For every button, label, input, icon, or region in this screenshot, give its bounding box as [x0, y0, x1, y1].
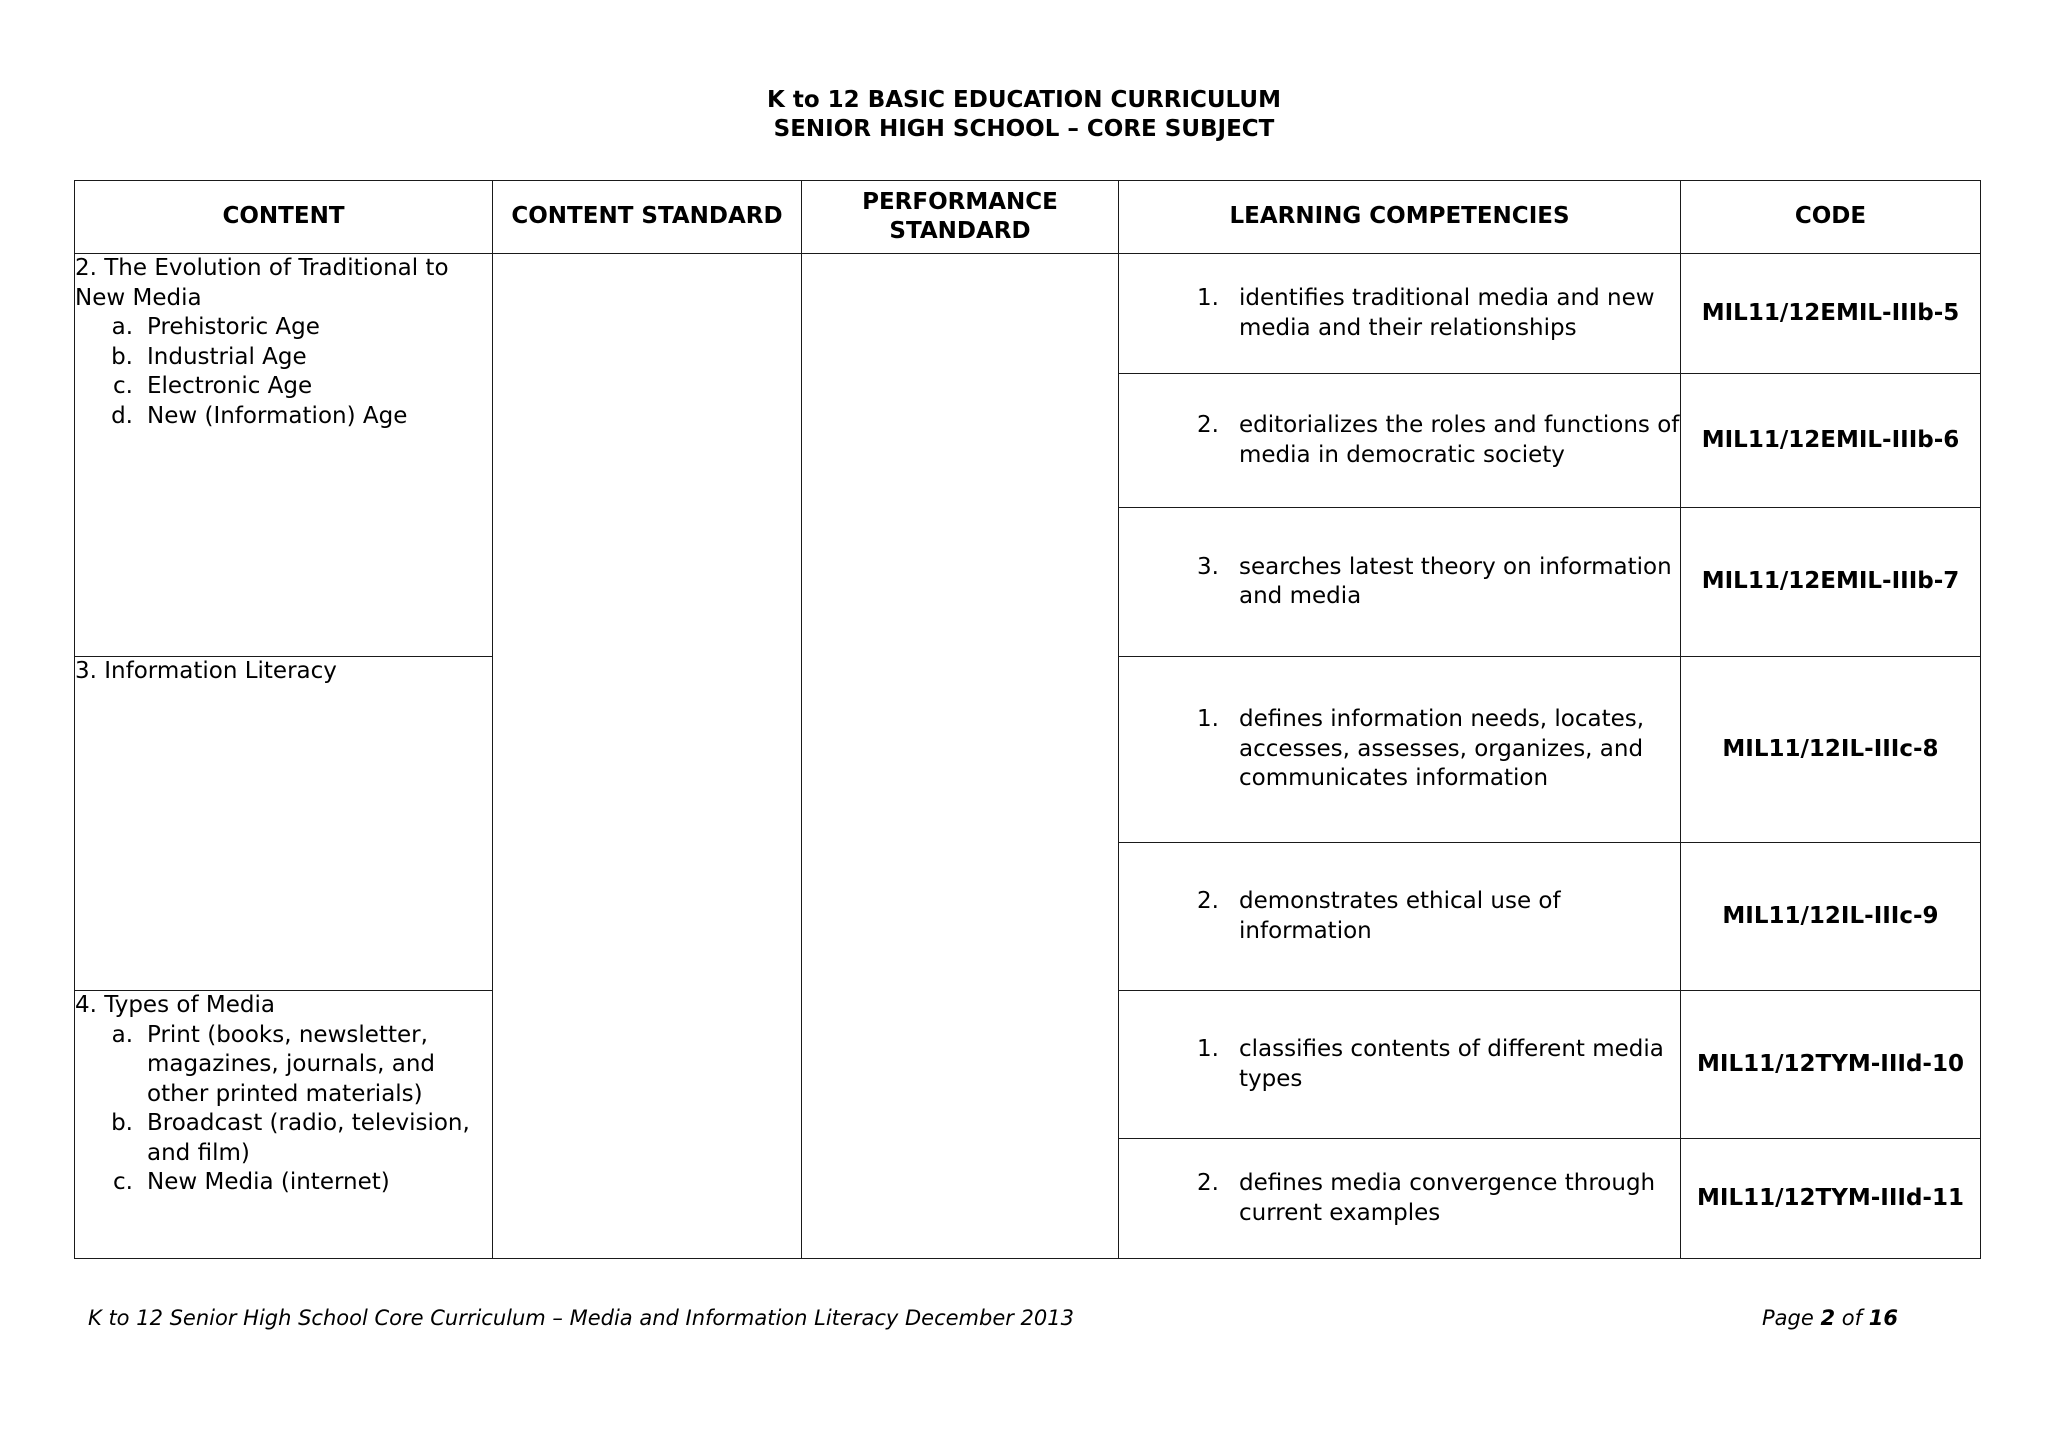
competency-text: classifies contents of different media types: [1239, 1036, 1664, 1092]
competency-cell: [1119, 991, 1681, 1139]
item-marker: c.: [113, 373, 133, 399]
code-cell: MIL11/12TYM-IIId-11: [1681, 1139, 1981, 1259]
content-sub-list: [75, 313, 492, 431]
item-text: Industrial Age: [147, 343, 307, 370]
item-text: New (Information) Age: [147, 402, 408, 429]
item-text: Print (books, newsletter, magazines, journals, and other printed materials): [147, 1021, 436, 1107]
competency-number: 1.: [1197, 706, 1219, 733]
footer-document-info: K to 12 Senior High School Core Curriculum – Media and Information Literacy December 2013: [88, 1306, 1074, 1330]
page-prefix: Page: [1762, 1306, 1814, 1330]
page-of: of: [1841, 1306, 1863, 1330]
content-title: 2. The Evolution of Traditional to New Media: [75, 255, 449, 311]
content-cell-information-literacy: [75, 657, 493, 991]
competency-number: 3.: [1197, 553, 1219, 580]
item-marker: a.: [111, 314, 133, 340]
code-cell: MIL11/12IL-IIIc-9: [1681, 843, 1981, 991]
competency-number: 1.: [1197, 285, 1219, 311]
code-cell: MIL11/12TYM-IIId-10: [1681, 991, 1981, 1139]
competency-cell: [1119, 508, 1681, 657]
title-line-2: SENIOR HIGH SCHOOL – CORE SUBJECT: [773, 116, 1275, 142]
competency-number: 2.: [1197, 1170, 1219, 1196]
competency-number: 2.: [1197, 412, 1219, 438]
item-marker: c.: [113, 1169, 133, 1195]
content-cell-evolution: [75, 254, 493, 657]
code-cell: MIL11/12EMIL-IIIb-5: [1681, 254, 1981, 374]
item-text: Electronic Age: [147, 373, 313, 399]
column-header-content: CONTENT: [75, 181, 493, 254]
content-sub-list: [75, 1021, 492, 1198]
competency-cell: [1119, 843, 1681, 991]
item-text: Prehistoric Age: [147, 314, 320, 340]
list-item: [75, 372, 492, 402]
competency-cell: [1119, 254, 1681, 374]
content-standard-cell: [493, 254, 802, 1259]
competency-text: searches latest theory on information and media: [1239, 553, 1672, 609]
content-title: 3. Information Literacy: [75, 658, 337, 684]
curriculum-table: [74, 180, 1981, 1259]
item-marker: d.: [111, 402, 133, 429]
list-item: [75, 313, 492, 343]
competency-number: 1.: [1197, 1036, 1219, 1062]
competency-cell: [1119, 1139, 1681, 1259]
competency-text: defines information needs, locates, accesses, assesses, organizes, and communicates information: [1239, 706, 1645, 792]
list-item: [75, 402, 492, 432]
page-total: 16: [1868, 1306, 1898, 1330]
column-header-content-standard: CONTENT STANDARD: [493, 181, 802, 254]
footer-page-number: [1762, 1306, 1898, 1330]
competency-cell: [1119, 374, 1681, 508]
item-text: New Media (internet): [147, 1169, 390, 1195]
item-marker: a.: [111, 1021, 133, 1048]
page-current: 2: [1820, 1306, 1836, 1330]
competency-number: 2.: [1197, 888, 1219, 914]
title-line-1: K to 12 BASIC EDUCATION CURRICULUM: [767, 87, 1281, 113]
item-text: Broadcast (radio, television, and film): [147, 1110, 470, 1166]
performance-standard-cell: [802, 254, 1119, 1259]
column-header-performance-standard: [802, 181, 1119, 254]
column-header-code: CODE: [1681, 181, 1981, 254]
item-marker: b.: [111, 1110, 133, 1136]
competency-text: editorializes the roles and functions of media in democratic society: [1239, 412, 1680, 468]
competency-cell: [1119, 657, 1681, 843]
list-item: [75, 1109, 492, 1168]
code-cell: MIL11/12EMIL-IIIb-7: [1681, 508, 1981, 657]
code-cell: MIL11/12EMIL-IIIb-6: [1681, 374, 1981, 508]
list-item: [75, 343, 492, 373]
competency-text: demonstrates ethical use of information: [1239, 888, 1561, 944]
content-title: 4. Types of Media: [75, 992, 275, 1018]
document-title: [0, 86, 2048, 144]
column-header-learning-competencies: LEARNING COMPETENCIES: [1119, 181, 1681, 254]
content-cell-types-of-media: [75, 991, 493, 1259]
item-marker: b.: [111, 343, 133, 370]
header-row: [75, 181, 1981, 254]
performance-standard-label: PERFORMANCE STANDARD: [862, 188, 1058, 244]
code-cell: MIL11/12IL-IIIc-8: [1681, 657, 1981, 843]
table-row: [75, 254, 1981, 374]
list-item: [75, 1021, 492, 1110]
competency-text: defines media convergence through current examples: [1239, 1170, 1656, 1226]
list-item: [75, 1168, 492, 1198]
competency-text: identifies traditional media and new media and their relationships: [1239, 285, 1655, 341]
